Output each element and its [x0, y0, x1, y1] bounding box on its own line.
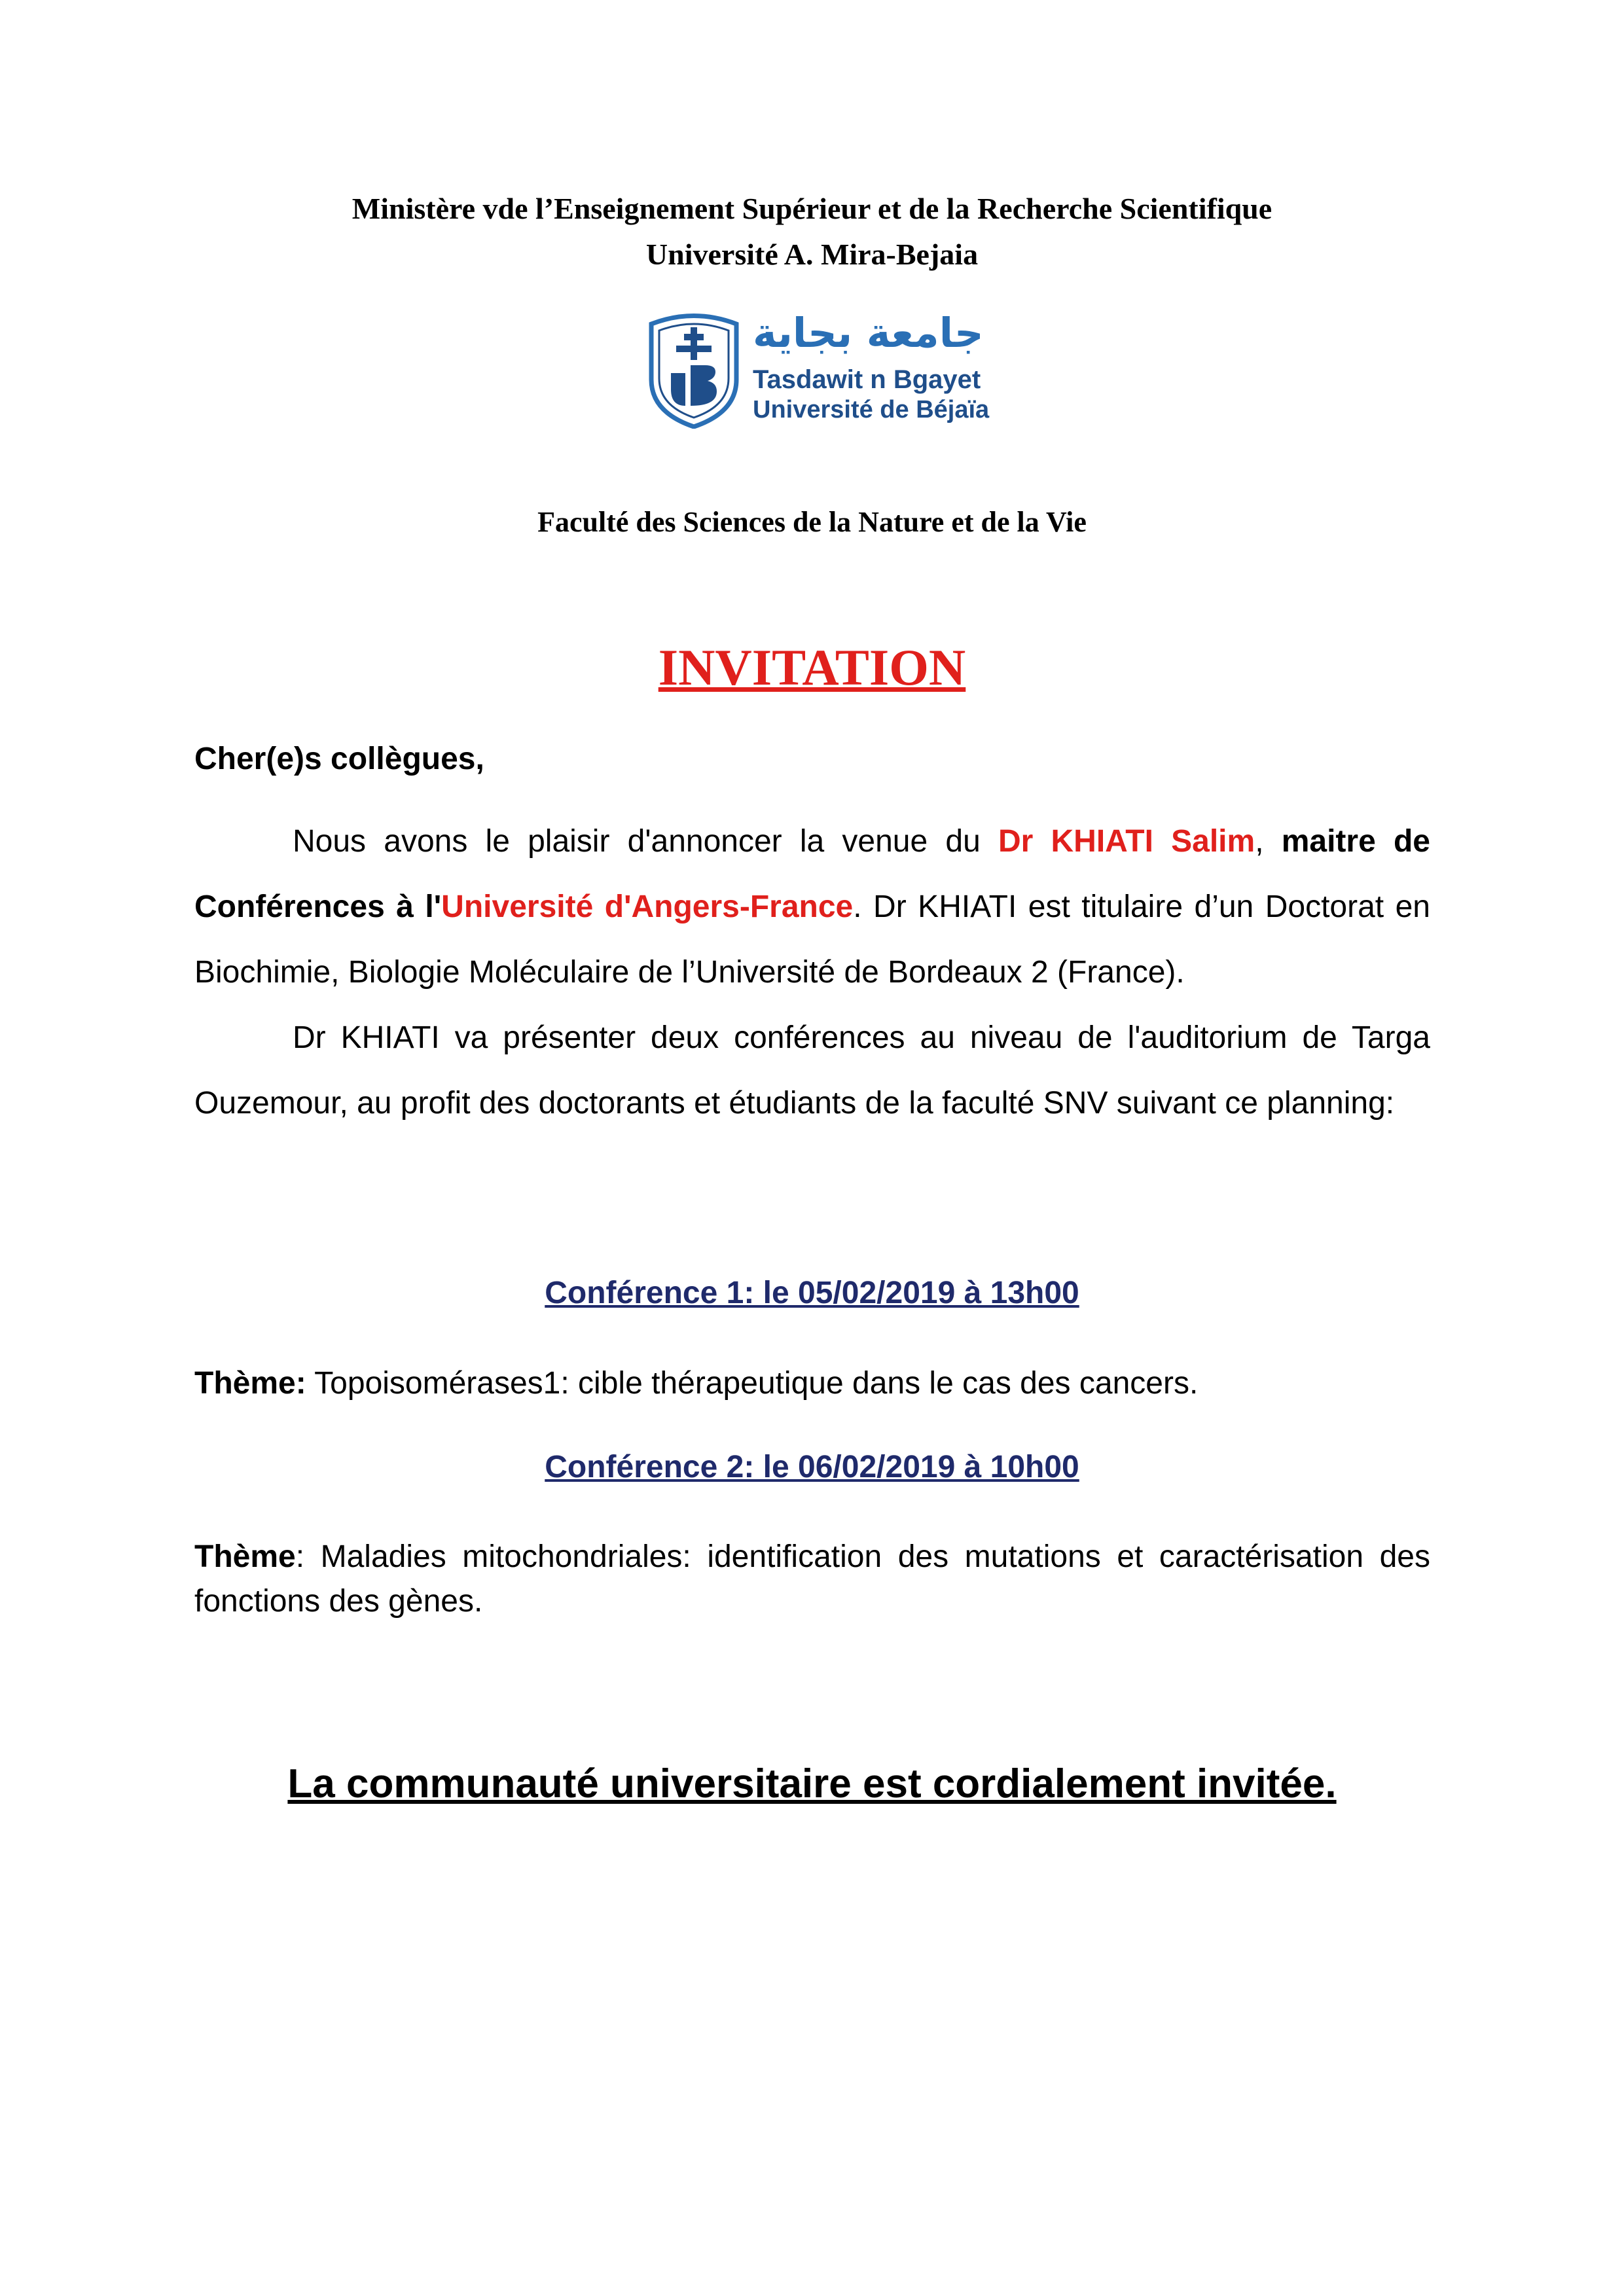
- closing-statement: La communauté universitaire est cordialement invitée.: [287, 1761, 1337, 1806]
- university-logo: [645, 308, 990, 429]
- schedule-paragraph: Dr KHIATI va présenter deux conférences au niveau de l'auditorium de Targa Ouzemour, au profit des doctorants et étudiants de la faculté SNV suivant ce planning:: [194, 1020, 1430, 1121]
- intro-paragraph: [194, 809, 1430, 1005]
- university-shield-icon: [645, 308, 743, 429]
- theme-label: Thème:: [194, 1366, 306, 1401]
- invitation-title: INVITATION: [658, 639, 966, 696]
- conference-1-title: Conférence 1: le 05/02/2019 à 13h00: [545, 1276, 1079, 1310]
- theme-text: : Maladies mitochondriales: identification des mutations et caractérisation des fonctions des gènes.: [194, 1539, 1430, 1619]
- theme-label: Thème: [194, 1539, 296, 1574]
- speaker-bio: . Dr KHIATI est titulaire d’un Doctorat en Biochimie, Biologie Moléculaire de l’Université de Bordeaux 2 (France).: [194, 889, 1430, 990]
- university-heading: Université A. Mira-Bejaia: [645, 238, 979, 271]
- conference-1-theme: [194, 1361, 1430, 1406]
- logo-french-text: Université de Béjaïa: [753, 396, 990, 423]
- speaker-role: maitre de Conférences à l': [194, 824, 1430, 924]
- theme-text: Topoisomérases1: cible thérapeutique dans le cas des cancers.: [306, 1366, 1199, 1401]
- intro-text: Nous avons le plaisir d'annoncer la venue du: [293, 824, 998, 859]
- conference-2-theme: [194, 1535, 1430, 1624]
- speaker-name: Dr KHIATI Salim: [998, 824, 1255, 859]
- intro-comma: ,: [1255, 824, 1282, 859]
- conference-2-title: Conférence 2: le 06/02/2019 à 10h00: [545, 1450, 1079, 1484]
- logo-kabyle-text: Tasdawit n Bgayet: [753, 365, 981, 394]
- greeting: Cher(e)s collègues,: [194, 742, 484, 776]
- logo-arabic-text: جامعة بجاية: [753, 309, 984, 357]
- faculty-heading: Faculté des Sciences de la Nature et de la Vie: [537, 506, 1087, 538]
- speaker-institution: Université d'Angers-France: [441, 889, 854, 924]
- ministry-heading: Ministère vde l’Enseignement Supérieur et de la Recherche Scientifique: [352, 192, 1272, 225]
